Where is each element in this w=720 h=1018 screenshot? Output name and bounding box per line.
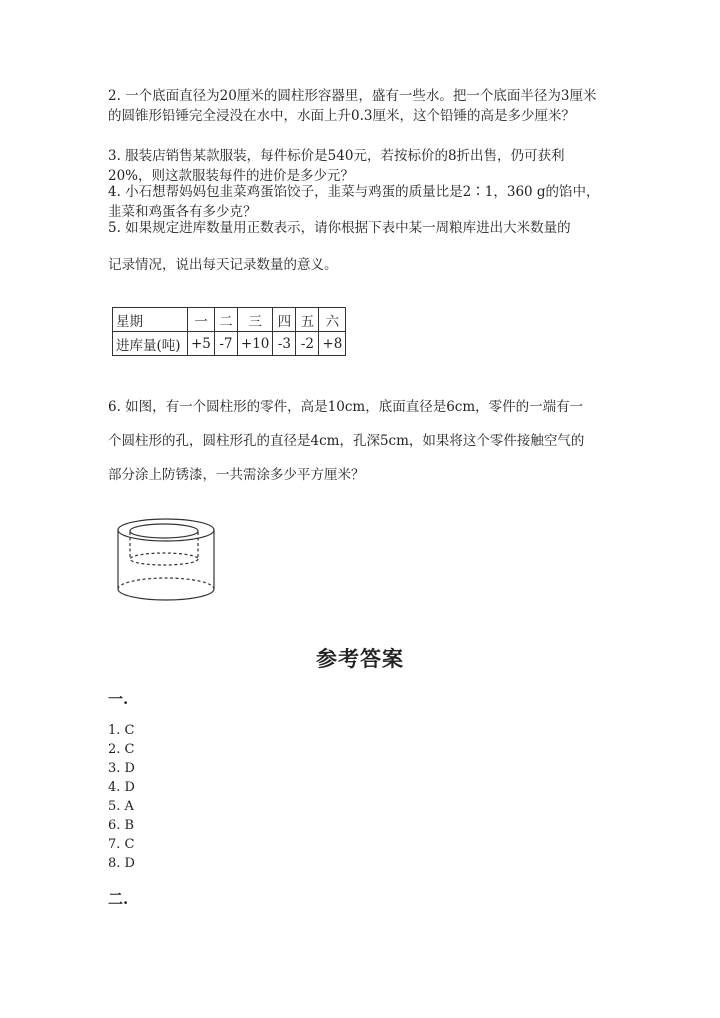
- cylinder-part-figure: [112, 515, 224, 607]
- list-item: 6. B: [108, 818, 135, 833]
- table-header-cell: 进库量(吨): [113, 332, 188, 356]
- table-cell: +8: [319, 332, 346, 356]
- table-cell: -2: [296, 332, 319, 356]
- question-6-line-1: 6. 如图，有一个圆柱形的零件，高是10cm，底面直径是6cm，零件的一端有一: [108, 399, 584, 415]
- table-cell: -3: [273, 332, 296, 356]
- table-cell: -7: [214, 332, 237, 356]
- table-row: [113, 332, 346, 356]
- table-header-cell: 星期: [113, 308, 188, 332]
- question-4: 4. 小石想帮妈妈包韭菜鸡蛋馅饺子，韭菜与鸡蛋的质量比是2∶1，360 g的馅中，韭菜和鸡蛋各有多少克？: [108, 184, 600, 220]
- table-cell: +5: [188, 332, 215, 356]
- question-6-line-2: 个圆柱形的孔，圆柱形孔的直径是4cm，孔深5cm，如果将这个零件接触空气的: [108, 433, 585, 449]
- answers-list: [108, 721, 135, 873]
- answers-title: 参考答案: [316, 646, 404, 671]
- table-cell: 四: [273, 308, 296, 332]
- table-cell: +10: [237, 332, 273, 356]
- hole-bottom-ellipse: [130, 553, 198, 565]
- table-cell: 三: [237, 308, 273, 332]
- list-item: 8. D: [108, 856, 135, 871]
- outer-bottom-front: [118, 589, 214, 600]
- list-item: 2. C: [108, 742, 135, 757]
- question-5-line-1: 5. 如果规定进库数量用正数表示，请你根据下表中某一周粮库进出大米数量的: [108, 220, 571, 236]
- question-6-line-3: 部分涂上防锈漆，一共需涂多少平方厘米？: [108, 467, 365, 483]
- table-cell: 一: [188, 308, 215, 332]
- table-cell: 二: [214, 308, 237, 332]
- answers-section-1: 一.: [108, 690, 129, 708]
- question-3: 3. 服装店销售某款服装，每件标价是540元，若按标价的8折出售，仍可获利20%，则这款服装每件的进价是多少元？: [108, 148, 565, 184]
- list-item: 1. C: [108, 723, 135, 738]
- grain-storage-table: [112, 307, 346, 356]
- table-cell: 五: [296, 308, 319, 332]
- table-cell: 六: [319, 308, 346, 332]
- hole-top-ellipse: [130, 524, 198, 538]
- question-2: 2. 一个底面直径为20厘米的圆柱形容器里，盛有一些水。把一个底面半径为3厘米的圆锥形铅锤完全浸没在水中，水面上升0.3厘米，这个铅锤的高是多少厘米？: [108, 88, 597, 124]
- list-item: 7. C: [108, 837, 135, 852]
- outer-bottom-back: [118, 578, 214, 589]
- question-5-line-2: 记录情况，说出每天记录数量的意义。: [108, 257, 338, 273]
- answers-section-2: 二.: [108, 890, 129, 908]
- list-item: 4. D: [108, 780, 135, 795]
- list-item: 5. A: [108, 799, 134, 814]
- list-item: 3. D: [108, 761, 135, 776]
- table-row: [113, 308, 346, 332]
